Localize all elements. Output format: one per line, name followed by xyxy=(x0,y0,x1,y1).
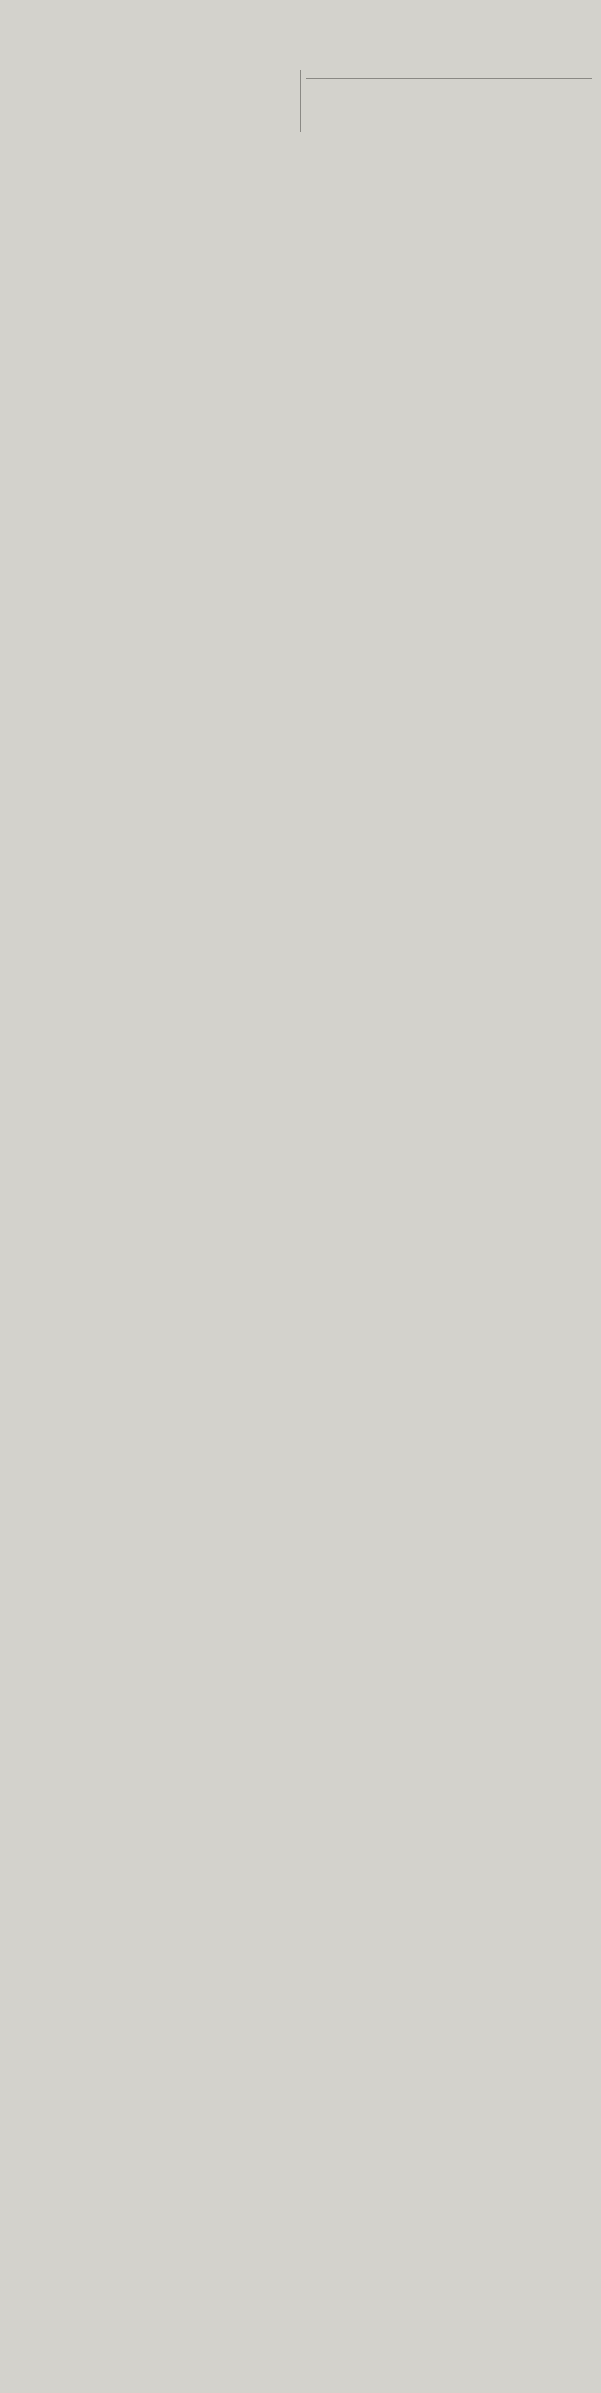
sidebar-kicker xyxy=(306,119,592,131)
continued-kicker xyxy=(9,72,295,84)
sidebar-headline xyxy=(306,78,592,115)
right-column xyxy=(306,70,592,132)
main-headline xyxy=(11,8,592,64)
column-rule xyxy=(300,70,301,132)
article-columns xyxy=(9,70,592,132)
left-column xyxy=(9,70,295,132)
